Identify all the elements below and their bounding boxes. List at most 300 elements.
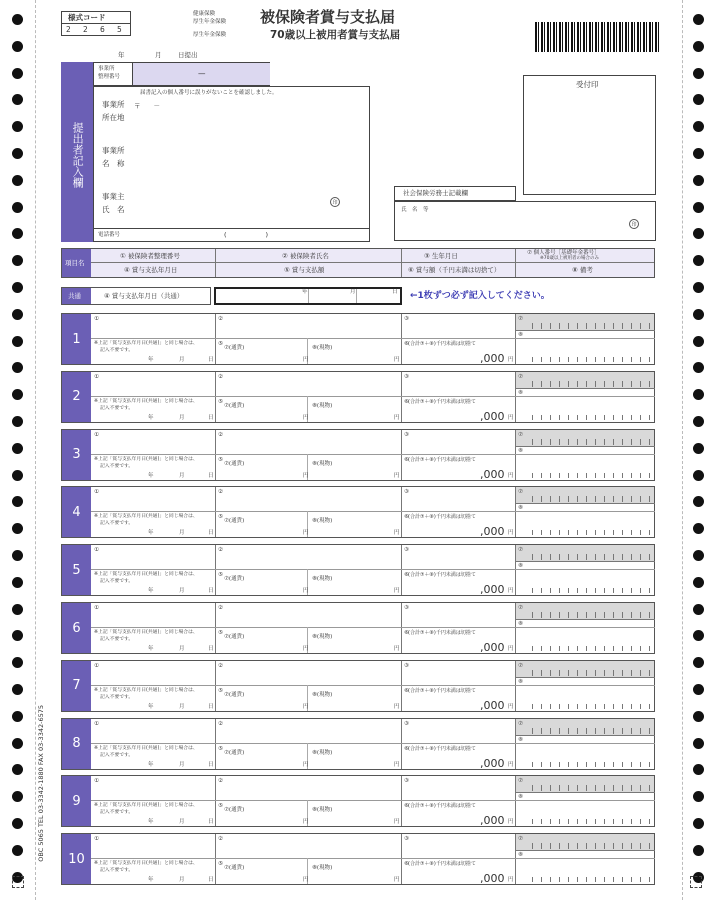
row-total-label: (合計⑦＋⑧)千円未満は切捨て — [408, 861, 476, 868]
row-yen2-label: 円 — [508, 703, 514, 710]
sharoushi-title: 社会保険労務士記載欄 — [403, 189, 468, 197]
row-m6-label: ⑥ — [404, 630, 409, 636]
row-m5-label: ⑤ — [218, 687, 223, 694]
row-yen-label: 円 — [394, 414, 400, 421]
reception-stamp-label: 受付印 — [576, 80, 599, 89]
row-month-label: 月 — [179, 588, 185, 595]
row-yen2-label: 円 — [508, 761, 514, 768]
punch-hole — [693, 202, 704, 213]
confirmation-text: 届書記入の個人番号に誤りがないことを確認しました。 — [140, 90, 278, 96]
phone-number[interactable]: ( ) — [224, 231, 269, 239]
row-m2-label: ② — [218, 605, 223, 611]
row-yen-label: 円 — [303, 646, 309, 652]
row-m5-label: ⑤ — [218, 341, 223, 347]
common-date-input[interactable] — [214, 287, 402, 305]
row-total-label: (合計⑦＋⑧)千円未満は切捨て — [408, 398, 476, 405]
punch-hole — [12, 336, 23, 347]
punch-hole — [12, 121, 23, 132]
header-col5: ⑤ 賞与支払額 — [284, 266, 325, 274]
address-label-2: 所在地 — [102, 113, 125, 122]
row-note-line2-label: 記入不要です。 — [100, 521, 134, 527]
row-m3-label: ③ — [404, 778, 409, 785]
row-m2-label: ② — [218, 547, 223, 554]
row-m2-label: ② — [218, 662, 223, 669]
row-m5-label: ⑤ — [218, 572, 223, 579]
row-m8-label: ⑧ — [518, 389, 523, 396]
row-year-label: 年 — [148, 819, 154, 826]
punch-hole — [12, 94, 23, 105]
row-yen2-label: 円 — [508, 472, 514, 479]
row-m7-label: ⑦ — [518, 316, 523, 322]
punch-hole — [12, 228, 23, 239]
row-m7-label: ⑦ — [518, 662, 523, 669]
row-m8-label: ⑧ — [518, 505, 523, 512]
row-amount-label: ,000 — [480, 872, 505, 886]
row-note-line2-label: 記入不要です。 — [100, 752, 134, 758]
submission-day: 日提出 — [178, 51, 198, 59]
punch-hole — [693, 282, 704, 293]
punch-hole — [693, 41, 704, 52]
punch-hole — [693, 818, 704, 829]
row-m6-label: ⑥ — [404, 456, 409, 463]
reception-stamp-box — [523, 75, 656, 195]
punch-hole — [693, 711, 704, 722]
form-code-label: 様式コード — [68, 13, 106, 22]
punch-hole — [693, 684, 704, 695]
punch-hole — [12, 604, 23, 615]
row-number: 3 — [62, 430, 91, 480]
punch-hole — [693, 148, 704, 159]
office-number-label-2: 整理番号 — [98, 74, 121, 80]
row-note-line1-label: ※上記「賞与支払年月日(共通)」と同じ場合は、 — [94, 514, 198, 520]
sharoushi-box — [394, 201, 656, 241]
insurance-type-health: 健康保険 — [193, 11, 216, 17]
phone-label: 電話番号 — [98, 232, 121, 238]
row-m7-label: ⑦ — [518, 547, 523, 554]
submitter-side-label — [61, 62, 93, 242]
row-month-label: 月 — [350, 289, 356, 295]
row-m6-label: ⑥ — [404, 861, 409, 868]
row-m2-label: ② — [218, 431, 223, 438]
row-yen-label: 円 — [303, 761, 309, 768]
row-m7-label: ⑦ — [518, 373, 523, 380]
row-total-label: (合計⑦＋⑧)千円未満は切捨て — [408, 630, 476, 636]
row-total-label: (合計⑦＋⑧)千円未満は切捨て — [408, 572, 476, 579]
address-label: 事業所 — [102, 100, 125, 109]
item-label: 項目名 — [65, 259, 85, 267]
row-yen-label: 円 — [303, 703, 309, 710]
row-amount-label: ,000 — [480, 409, 505, 423]
row-yen-label: 円 — [394, 357, 400, 363]
row-month-label: 月 — [179, 819, 185, 826]
row-year-label: 年 — [148, 761, 154, 768]
punch-hole — [12, 416, 23, 427]
row-m5-label: ⑤ — [218, 514, 223, 521]
row-note-line2-label: 記入不要です。 — [100, 348, 134, 353]
row-month-label: 月 — [179, 877, 185, 884]
row-day-label: 日 — [208, 819, 214, 826]
row-month-label: 月 — [179, 357, 185, 363]
row-year-label: 年 — [148, 588, 154, 595]
row-yen-label: 円 — [303, 357, 309, 363]
punch-hole — [12, 175, 23, 186]
punch-hole — [12, 202, 23, 213]
row-note-line1-label: ※上記「賞与支払年月日(共通)」と同じ場合は、 — [94, 630, 198, 635]
row-note-line2-label: 記入不要です。 — [100, 579, 134, 585]
row-day-label: 日 — [392, 289, 398, 295]
row-m6-label: ⑥ — [404, 687, 409, 694]
office-info-box — [93, 86, 370, 242]
punch-hole — [12, 577, 23, 588]
row-m6-label: ⑥ — [404, 803, 409, 810]
row-year-label: 年 — [148, 646, 154, 652]
punch-hole — [12, 309, 23, 320]
punch-hole — [12, 791, 23, 802]
punch-hole — [12, 764, 23, 775]
row-year-label: 年 — [148, 357, 154, 363]
row-m2-label: ② — [218, 720, 223, 727]
row-m3-label: ③ — [404, 316, 409, 322]
punch-hole — [12, 14, 23, 25]
row-m1-label: ① — [94, 373, 99, 380]
row-year-label: 年 — [302, 289, 308, 295]
punch-hole — [693, 362, 704, 373]
punch-hole — [12, 389, 23, 400]
corner-mark-left — [12, 876, 24, 888]
row-kind-label: ⑧(現物) — [312, 518, 333, 525]
table-row — [61, 718, 655, 770]
row-m6-label: ⑥ — [404, 398, 409, 405]
punch-hole — [693, 791, 704, 802]
side-print: OBC 5065 TEL 03-3342-1880 FAX 03-3342-6575 — [37, 705, 45, 862]
row-note-line1-label: ※上記「賞与支払年月日(共通)」と同じ場合は、 — [94, 803, 198, 809]
header-col6: ⑥ 賞与額（千円未満は切捨て） — [408, 266, 501, 274]
punch-hole — [12, 255, 23, 266]
table-row — [61, 602, 655, 654]
row-note-line1-label: ※上記「賞与支払年月日(共通)」と同じ場合は、 — [94, 861, 198, 867]
row-m1-label: ① — [94, 720, 99, 727]
row-month-label: 月 — [179, 530, 185, 537]
row-m8-label: ⑧ — [518, 621, 523, 627]
punch-hole — [693, 255, 704, 266]
punch-hole — [693, 738, 704, 749]
row-yen-label: 円 — [394, 877, 400, 884]
row-m8-label: ⑧ — [518, 852, 523, 859]
punch-hole — [693, 228, 704, 239]
row-day-label: 日 — [208, 761, 214, 768]
row-year-label: 年 — [148, 472, 154, 479]
row-m2-label: ② — [218, 836, 223, 843]
row-m3-label: ③ — [404, 489, 409, 496]
row-m6-label: ⑥ — [404, 745, 409, 752]
punch-hole — [12, 845, 23, 856]
form-title: 被保険者賞与支払届 — [260, 8, 396, 26]
row-m2-label: ② — [218, 373, 223, 380]
row-cash-label: ⑦(通貨) — [224, 749, 245, 756]
row-amount-label: ,000 — [480, 698, 505, 712]
row-number: 10 — [62, 834, 91, 884]
row-month-label: 月 — [179, 472, 185, 479]
row-yen-label: 円 — [394, 761, 400, 768]
row-m8-label: ⑧ — [518, 332, 523, 338]
row-yen-label: 円 — [303, 530, 309, 537]
row-month-label: 月 — [179, 414, 185, 421]
row-m7-label: ⑦ — [518, 778, 523, 785]
row-amount-label: ,000 — [480, 756, 505, 770]
row-kind-label: ⑧(現物) — [312, 634, 333, 640]
row-yen2-label: 円 — [508, 646, 514, 652]
row-total-label: (合計⑦＋⑧)千円未満は切捨て — [408, 745, 476, 752]
row-note-line1-label: ※上記「賞与支払年月日(共通)」と同じ場合は、 — [94, 745, 198, 751]
punch-hole — [693, 523, 704, 534]
common-instruction: ←1枚ずつ必ず記入してください。 — [410, 291, 550, 301]
punch-hole — [12, 68, 23, 79]
row-total-label: (合計⑦＋⑧)千円未満は切捨て — [408, 803, 476, 810]
punch-hole — [12, 738, 23, 749]
row-note-line2-label: 記入不要です。 — [100, 405, 134, 411]
row-m8-label: ⑧ — [518, 794, 523, 801]
punch-hole — [12, 818, 23, 829]
punch-hole — [12, 41, 23, 52]
row-m7-label: ⑦ — [518, 489, 523, 496]
row-yen-label: 円 — [394, 588, 400, 595]
punch-hole — [693, 496, 704, 507]
row-amount-label: ,000 — [480, 467, 505, 481]
office-name-label-2: 名 称 — [102, 159, 125, 168]
row-month-label: 月 — [179, 761, 185, 768]
row-day-label: 日 — [208, 357, 214, 363]
row-note-line1-label: ※上記「賞与支払年月日(共通)」と同じ場合は、 — [94, 341, 198, 346]
row-m3-label: ③ — [404, 431, 409, 438]
row-yen-label: 円 — [303, 414, 309, 421]
row-m1-label: ① — [94, 836, 99, 843]
header-col2: ② 被保険者氏名 — [282, 252, 329, 260]
office-name-label: 事業所 — [102, 146, 125, 155]
row-yen2-label: 円 — [508, 357, 514, 363]
row-yen2-label: 円 — [508, 414, 514, 421]
row-day-label: 日 — [208, 588, 214, 595]
punch-hole — [693, 764, 704, 775]
punch-hole — [12, 523, 23, 534]
punch-hole — [693, 309, 704, 320]
row-m1-label: ① — [94, 778, 99, 785]
column-header — [61, 248, 655, 278]
row-cash-label: ⑦(通貨) — [224, 460, 245, 467]
punch-hole — [693, 175, 704, 186]
punch-hole — [12, 496, 23, 507]
row-number: 2 — [62, 372, 91, 422]
row-m6-label: ⑥ — [404, 514, 409, 521]
row-number: 9 — [62, 776, 91, 826]
row-yen-label: 円 — [303, 588, 309, 595]
row-year-label: 年 — [148, 703, 154, 710]
punch-hole — [12, 684, 23, 695]
table-row — [61, 429, 655, 481]
row-note-line1-label: ※上記「賞与支払年月日(共通)」と同じ場合は、 — [94, 572, 198, 578]
table-row — [61, 313, 655, 365]
row-m8-label: ⑧ — [518, 447, 523, 454]
row-yen2-label: 円 — [508, 530, 514, 537]
row-note-line2-label: 記入不要です。 — [100, 868, 134, 874]
row-year-label: 年 — [148, 414, 154, 421]
sharoushi-header — [394, 186, 516, 201]
row-m7-label: ⑦ — [518, 720, 523, 727]
punch-hole — [693, 94, 704, 105]
table-row — [61, 371, 655, 423]
row-yen-label: 円 — [303, 819, 309, 826]
row-yen2-label: 円 — [508, 877, 514, 884]
row-yen-label: 円 — [394, 530, 400, 537]
row-m1-label: ① — [94, 547, 99, 554]
row-month-label: 月 — [179, 703, 185, 710]
row-amount-label: ,000 — [480, 352, 505, 365]
row-side-label-label: 提出者記入欄 — [71, 122, 85, 188]
row-cash-label: ⑦(通貨) — [224, 634, 245, 640]
punch-hole — [693, 657, 704, 668]
row-day-label: 日 — [208, 646, 214, 652]
form-subtitle: 70歳以上被用者賞与支払届 — [270, 29, 401, 41]
row-m6-label: ⑥ — [404, 572, 409, 579]
row-m3-label: ③ — [404, 836, 409, 843]
common-field-label: ④ 賞与支払年月日（共通） — [104, 292, 184, 300]
row-kind-label: ⑧(現物) — [312, 749, 333, 756]
row-m2-label: ② — [218, 316, 223, 322]
row-note-line2-label: 記入不要です。 — [100, 694, 134, 700]
row-m3-label: ③ — [404, 373, 409, 380]
punch-hole — [12, 550, 23, 561]
table-row — [61, 833, 655, 885]
table-row — [61, 660, 655, 712]
row-yen-label: 円 — [303, 472, 309, 479]
row-month-label: 月 — [179, 646, 185, 652]
punch-hole — [693, 68, 704, 79]
sharoushi-seal: 印 — [629, 219, 639, 229]
postal-code[interactable]: 〒 － — [134, 102, 160, 110]
row-amount-label: ,000 — [480, 525, 505, 539]
header-col8: ⑧ 備考 — [572, 266, 593, 274]
row-m5-label: ⑤ — [218, 456, 223, 463]
row-cash-label: ⑦(通貨) — [224, 402, 245, 409]
row-cash-label: ⑦(通貨) — [224, 807, 245, 814]
row-number: 6 — [62, 603, 91, 653]
row-total-label: (合計⑦＋⑧)千円未満は切捨て — [408, 456, 476, 463]
row-m1-label: ① — [94, 489, 99, 496]
row-yen-label: 円 — [394, 472, 400, 479]
form-code-digit: 2 — [83, 25, 88, 34]
row-day-label: 日 — [208, 472, 214, 479]
punch-hole — [12, 711, 23, 722]
row-kind-label: ⑧(現物) — [312, 402, 333, 409]
corner-mark-right — [690, 876, 702, 888]
row-m1-label: ① — [94, 605, 99, 611]
row-m8-label: ⑧ — [518, 563, 523, 570]
row-cash-label: ⑦(通貨) — [224, 576, 245, 583]
punch-hole — [12, 362, 23, 373]
row-total-label: (合計⑦＋⑧)千円未満は切捨て — [408, 514, 476, 521]
row-yen2-label: 円 — [508, 588, 514, 595]
punch-hole — [693, 389, 704, 400]
row-number: 5 — [62, 545, 91, 595]
seal-mark: 印 — [330, 197, 340, 207]
row-kind-label: ⑧(現物) — [312, 807, 333, 814]
row-m1-label: ① — [94, 431, 99, 438]
insurance-type-pension-2: 厚生年金保険 — [193, 32, 227, 38]
header-col7: ⑦ 個人番号［基礎年金番号］ — [527, 250, 600, 256]
table-row — [61, 775, 655, 827]
punch-hole — [693, 336, 704, 347]
common-label: 共通 — [68, 292, 81, 300]
row-m2-label: ② — [218, 778, 223, 785]
row-m7-label: ⑦ — [518, 605, 523, 611]
common-label-box — [61, 287, 211, 305]
punch-hole — [12, 470, 23, 481]
row-kind-label: ⑧(現物) — [312, 865, 333, 872]
punch-hole — [693, 121, 704, 132]
insurance-type-pension: 厚生年金保険 — [193, 19, 227, 25]
punch-hole — [12, 657, 23, 668]
row-m3-label: ③ — [404, 605, 409, 611]
punch-hole — [693, 443, 704, 454]
punch-hole — [12, 148, 23, 159]
row-yen-label: 円 — [394, 819, 400, 826]
row-kind-label: ⑧(現物) — [312, 460, 333, 467]
row-m2-label: ② — [218, 489, 223, 496]
punch-hole — [693, 845, 704, 856]
owner-label-2: 氏 名 — [102, 205, 125, 214]
form-code-digit: 6 — [100, 25, 105, 34]
row-m3-label: ③ — [404, 547, 409, 554]
row-note-line2-label: 記入不要です。 — [100, 637, 134, 642]
row-total-label: (合計⑦＋⑧)千円未満は切捨て — [408, 687, 476, 694]
row-m5-label: ⑤ — [218, 861, 223, 868]
row-kind-label: ⑧(現物) — [312, 345, 333, 351]
header-col7-note: ※70歳以上被用者の場合のみ — [540, 256, 599, 261]
row-m8-label: ⑧ — [518, 678, 523, 685]
office-number-label: 事業所 — [98, 66, 115, 72]
row-year-label: 年 — [148, 877, 154, 884]
row-note-line1-label: ※上記「賞与支払年月日(共通)」と同じ場合は、 — [94, 398, 198, 404]
row-m3-label: ③ — [404, 720, 409, 727]
row-day-label: 日 — [208, 703, 214, 710]
barcode — [535, 22, 659, 52]
punch-hole — [693, 604, 704, 615]
row-number: 4 — [62, 487, 91, 537]
row-day-label: 日 — [208, 530, 214, 537]
submission-month: 月 — [155, 51, 162, 59]
sharoushi-name-label: 氏 名 等 — [401, 207, 429, 213]
form-code-box — [61, 11, 131, 36]
row-number-dash-label: — — [198, 69, 206, 78]
punch-hole — [12, 282, 23, 293]
row-m1-label: ① — [94, 316, 99, 322]
punch-hole — [693, 470, 704, 481]
form-code-digit: 5 — [117, 25, 122, 34]
row-note-line1-label: ※上記「賞与支払年月日(共通)」と同じ場合は、 — [94, 456, 198, 462]
row-m7-label: ⑦ — [518, 836, 523, 843]
form-code-digit: 2 — [66, 25, 71, 34]
row-day-label: 日 — [208, 877, 214, 884]
punch-hole — [693, 550, 704, 561]
row-cash-label: ⑦(通貨) — [224, 691, 245, 698]
submission-year: 年 — [118, 51, 125, 59]
row-m7-label: ⑦ — [518, 431, 523, 438]
row-amount-label: ,000 — [480, 641, 505, 654]
table-row — [61, 486, 655, 538]
punch-hole — [693, 14, 704, 25]
row-kind-label: ⑧(現物) — [312, 576, 333, 583]
punch-hole — [12, 443, 23, 454]
row-yen2-label: 円 — [508, 819, 514, 826]
